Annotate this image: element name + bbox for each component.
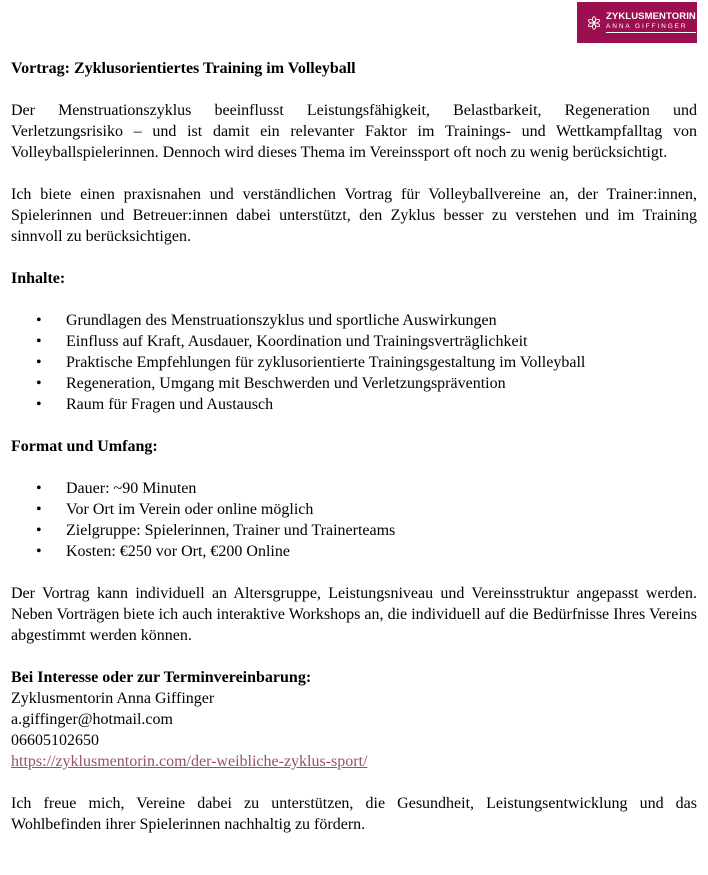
- list-item-text: Grundlagen des Menstruationszyklus und sportliche Auswirkungen: [66, 312, 497, 329]
- bullet-icon: •: [36, 396, 42, 413]
- list-item: [11, 394, 697, 415]
- list-item: [11, 331, 697, 352]
- list-item-text: Praktische Empfehlungen für zyklusorientierte Trainingsgestaltung im Volleyball: [66, 354, 586, 371]
- customization-paragraph: Der Vortrag kann individuell an Altersgruppe, Leistungsniveau und Vereinsstruktur angepasst werden. Neben Vorträgen biete ich auch interaktive Workshops an, die individuell auf die Bedürfnisse Ihres Vereins abgestimmt werden können.: [11, 585, 697, 644]
- list-item: [11, 541, 697, 562]
- list-item: [11, 352, 697, 373]
- contact-block: [11, 667, 697, 772]
- contact-email[interactable]: a.giffinger@hotmail.com: [11, 711, 173, 728]
- bullet-icon: •: [36, 543, 42, 560]
- bullet-icon: •: [36, 501, 42, 518]
- intro-paragraph: Der Menstruationszyklus beeinflusst Leistungsfähigkeit, Belastbarkeit, Regeneration und Verletzungsrisiko – und ist damit ein relevanter Faktor im Trainings- und Wettkampfalltag von Volleyballspielerinnen. Dennoch wird dieses Thema im Vereinssport oft noch zu wenig berücksichtigt.: [11, 102, 697, 161]
- contact-phone: 06605102650: [11, 732, 99, 749]
- format-list: [11, 478, 697, 562]
- list-item: [11, 520, 697, 541]
- website-link[interactable]: https://zyklusmentorin.com/der-weibliche-zyklus-sport/: [11, 753, 368, 770]
- list-item-text: Raum für Fragen und Austausch: [66, 396, 274, 413]
- closing-paragraph: Ich freue mich, Vereine dabei zu unterstützen, die Gesundheit, Leistungsentwicklung und das Wohlbefinden ihrer Spielerinnen nachhaltig zu fördern.: [11, 795, 697, 833]
- list-item-text: Zielgruppe: Spielerinnen, Trainer und Trainerteams: [66, 522, 396, 539]
- format-heading: Format und Umfang:: [11, 438, 158, 455]
- contact-name: Zyklusmentorin Anna Giffinger: [11, 690, 215, 707]
- brand-logo: [577, 2, 697, 43]
- list-item-text: Dauer: ~90 Minuten: [66, 480, 197, 497]
- contents-list: [11, 310, 697, 415]
- logo-line-1: ZYKLUSMENTORIN: [606, 11, 696, 22]
- list-item-text: Regeneration, Umgang mit Beschwerden und Verletzungsprävention: [66, 375, 506, 392]
- contents-heading: Inhalte:: [11, 270, 66, 287]
- list-item: [11, 478, 697, 499]
- offer-paragraph: Ich biete einen praxisnahen und verständlichen Vortrag für Volleyballvereine an, der Trainer:innen, Spielerinnen und Betreuer:innen dabei unterstützt, den Zyklus besser zu verstehen und im Training sinnvoll zu berücksichtigen.: [11, 186, 697, 245]
- bullet-icon: •: [36, 312, 42, 329]
- list-item: [11, 310, 697, 331]
- bullet-icon: •: [36, 333, 42, 350]
- flower-icon: [587, 16, 601, 30]
- logo-line-2: ANNA GIFFINGER: [606, 22, 696, 33]
- bullet-icon: •: [36, 375, 42, 392]
- document-title: Vortrag: Zyklusorientiertes Training im Volleyball: [11, 60, 356, 77]
- document-body: [11, 58, 697, 835]
- bullet-icon: •: [36, 354, 42, 371]
- list-item: [11, 499, 697, 520]
- list-item-text: Kosten: €250 vor Ort, €200 Online: [66, 543, 290, 560]
- list-item-text: Vor Ort im Verein oder online möglich: [66, 501, 314, 518]
- bullet-icon: •: [36, 480, 42, 497]
- list-item-text: Einfluss auf Kraft, Ausdauer, Koordination und Trainingsverträglichkeit: [66, 333, 528, 350]
- contact-heading: Bei Interesse oder zur Terminvereinbarung:: [11, 669, 312, 686]
- list-item: [11, 373, 697, 394]
- bullet-icon: •: [36, 522, 42, 539]
